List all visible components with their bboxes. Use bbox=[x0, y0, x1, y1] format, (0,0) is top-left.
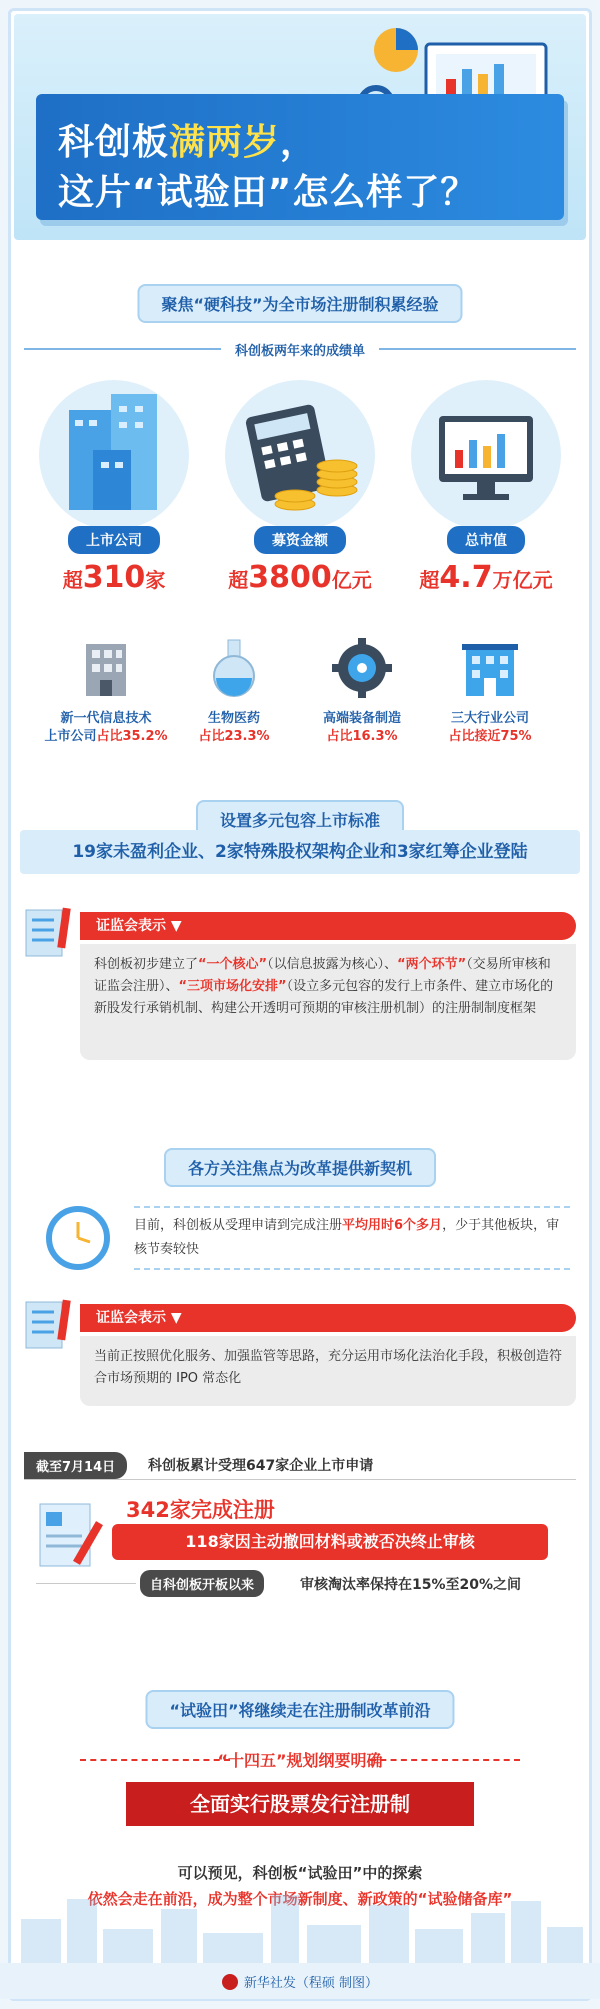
section3-pill: 各方关注焦点为改革提供新契机 bbox=[164, 1148, 436, 1187]
review-time-text: 目前，科创板从受理申请到完成注册平均用时6个多月，少于其他板块，审核节奏较快 bbox=[134, 1206, 570, 1270]
registered-count: 342家完成注册 bbox=[126, 1498, 275, 1522]
buildings-icon bbox=[39, 380, 189, 530]
industry-share: 占比16.3% bbox=[326, 729, 398, 744]
gear-icon bbox=[330, 636, 394, 700]
listing-banner: 19家未盈利企业、2家特殊股权架构企业和3家红筹企业登陆 bbox=[20, 830, 580, 874]
page-title-line2: 这片“试验田”怎么样了？ bbox=[58, 172, 478, 213]
building-icon bbox=[74, 636, 138, 700]
document-pen-icon bbox=[24, 904, 72, 960]
elimination-rate-text: 审核淘汰率保持在15%至20%之间 bbox=[300, 1577, 522, 1593]
applications-text: 科创板累计受理647家企业上市申请 bbox=[148, 1458, 374, 1474]
industry-share: 上市公司占比35.2% bbox=[44, 729, 168, 744]
section1-divider bbox=[24, 344, 576, 359]
skyline-illustration bbox=[11, 1889, 589, 1969]
industry-biomed bbox=[164, 636, 304, 746]
divider bbox=[80, 1759, 230, 1761]
csrc-statement-2 bbox=[24, 1296, 576, 1416]
industry-it bbox=[36, 636, 176, 746]
applications-row bbox=[24, 1452, 576, 1480]
csrc-label: 证监会表示 ▼ bbox=[80, 912, 576, 940]
industry-share: 占比23.3% bbox=[198, 729, 270, 744]
csrc-statement-body: 科创板初步建立了“一个核心”（以信息披露为核心）、“两个环节”（交易所审核和证监会注册）、“三项市场化安排”（设立多元包容的发行上市条件、建立市场化的新股发行承销机制、构建公开透明可预期的审核注册机制）的注册制制度框架 bbox=[80, 944, 576, 1060]
stat-label: 总市值 bbox=[447, 526, 525, 554]
stat-value: 超3800亿元 bbox=[228, 560, 372, 595]
elimination-rate-row bbox=[140, 1570, 576, 1596]
office-icon bbox=[458, 636, 522, 700]
xinhua-logo-icon bbox=[222, 1974, 238, 1990]
section4-pill: “试验田”将继续走在注册制改革前沿 bbox=[145, 1690, 454, 1729]
footer-credit: 新华社发（程硕 制图） bbox=[0, 1972, 600, 1991]
stat-funds-raised bbox=[210, 380, 390, 595]
clock-icon bbox=[46, 1206, 110, 1270]
document-pen-icon bbox=[24, 1296, 72, 1352]
industry-name: 高端装备制造 bbox=[322, 711, 401, 726]
plan-heading: “十四五”规划纲要明确 bbox=[217, 1751, 383, 1770]
industry-share: 占比接近75% bbox=[448, 729, 532, 744]
section1-subtitle: 科创板两年来的成绩单 bbox=[221, 340, 379, 359]
footer bbox=[0, 1963, 600, 1999]
plan-heading-row bbox=[0, 1748, 600, 1771]
foresee-line2: 依然会走在前沿，成为整个市场新制度、新政策的“试验储备库” bbox=[87, 1890, 513, 1908]
csrc-statement-1 bbox=[24, 904, 576, 1064]
stat-label: 上市公司 bbox=[68, 526, 160, 554]
registration-ribbon: 全面实行股票发行注册制 bbox=[126, 1782, 474, 1826]
terminated-count: 118家因主动撤回材料或被否决终止审核 bbox=[112, 1524, 548, 1560]
csrc-label: 证监会表示 ▼ bbox=[80, 1304, 576, 1332]
industry-equipment bbox=[292, 636, 432, 746]
since-badge: 自科创板开板以来 bbox=[140, 1570, 264, 1597]
document-pen-icon bbox=[36, 1500, 106, 1576]
date-badge: 截至7月14日 bbox=[24, 1452, 127, 1479]
industry-name: 新一代信息技术 bbox=[60, 711, 152, 726]
divider bbox=[370, 1759, 520, 1761]
foresee-line1: 可以预见，科创板“试验田”中的探索 bbox=[177, 1864, 423, 1882]
stat-market-value bbox=[396, 380, 576, 595]
section1-pill: 聚焦“硬科技”为全市场注册制积累经验 bbox=[137, 284, 462, 323]
stat-listed-companies bbox=[24, 380, 204, 595]
header-banner bbox=[14, 14, 586, 240]
csrc-statement-body: 当前正按照优化服务、加强监管等思路，充分运用市场化法治化手段，积极创造符合市场预期的 IPO 常态化 bbox=[80, 1336, 576, 1406]
review-time-row bbox=[24, 1196, 576, 1280]
stat-value: 超4.7万亿元 bbox=[419, 560, 553, 595]
flask-icon bbox=[202, 636, 266, 700]
calculator-coins-icon bbox=[225, 380, 375, 530]
industry-three-total bbox=[420, 636, 560, 746]
monitor-chart-icon bbox=[411, 380, 561, 530]
divider bbox=[24, 1479, 576, 1480]
section2-pill: 设置多元包容上市标准 bbox=[196, 800, 404, 839]
stat-label: 募资金额 bbox=[254, 526, 346, 554]
industry-name: 三大行业公司 bbox=[450, 711, 529, 726]
stat-value: 超310家 bbox=[62, 560, 166, 595]
divider bbox=[36, 1583, 136, 1584]
page-title-line1: 科创板满两岁， bbox=[58, 122, 318, 163]
industry-name: 生物医药 bbox=[207, 711, 260, 726]
